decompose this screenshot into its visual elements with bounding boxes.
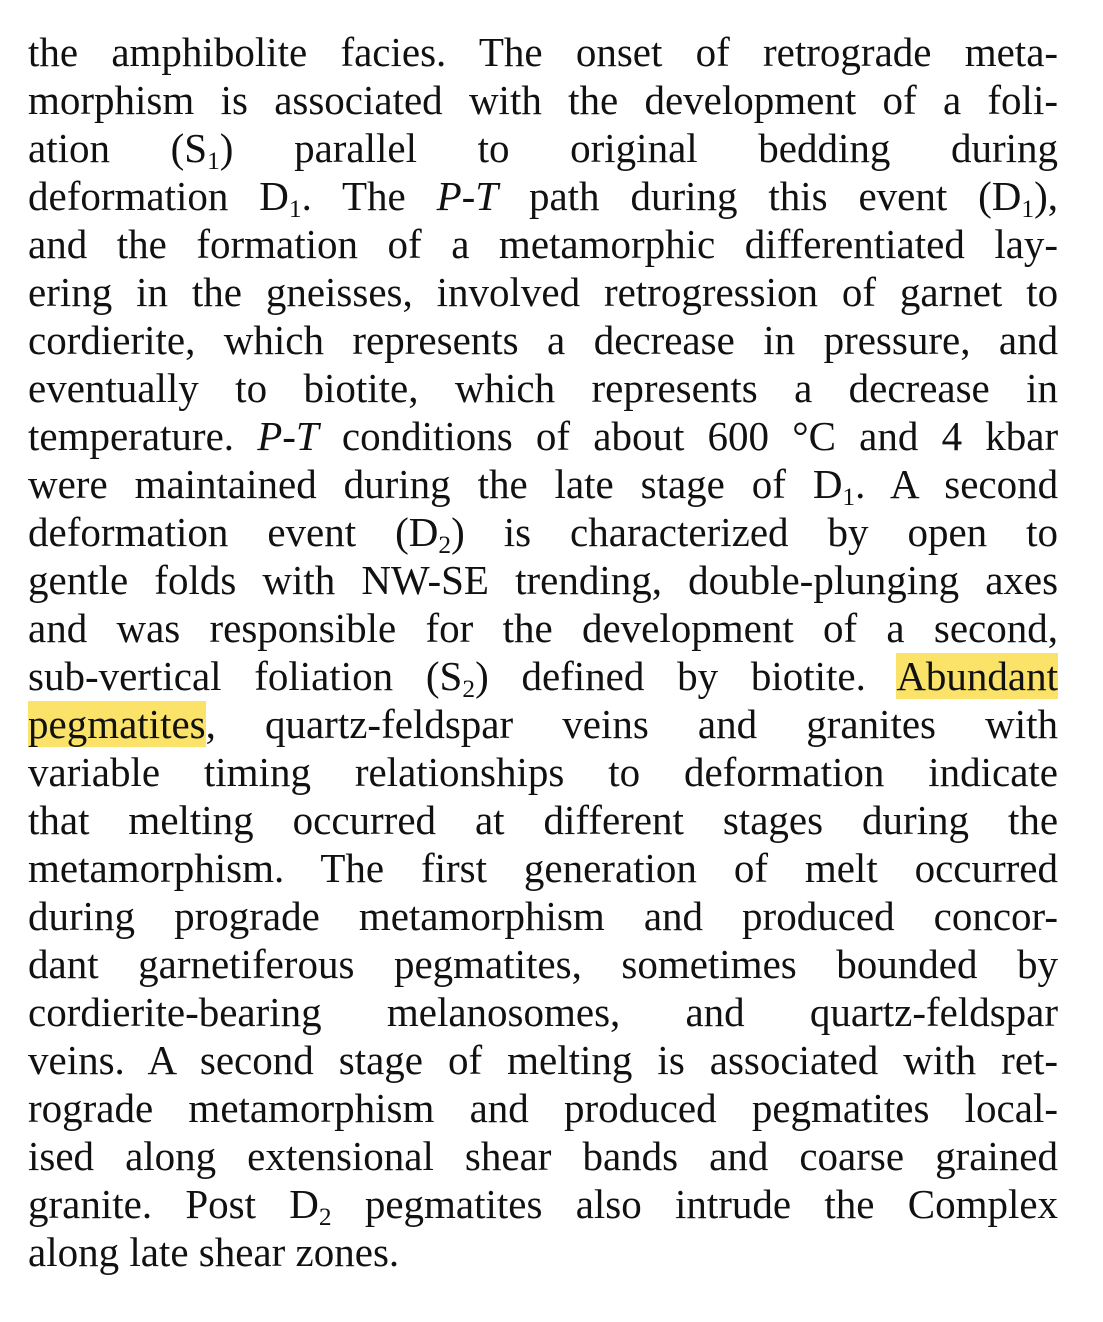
text-word: to [1026,509,1058,555]
text-word: the [568,77,619,123]
text-word: biotite. [750,653,866,699]
text-word: concor- [933,893,1058,939]
document-page [28,28,1058,1276]
text-word: was [116,605,181,651]
text-word: this [768,173,828,219]
text-word: that [28,797,90,843]
text-word: ation [28,125,110,171]
text-word: about [593,413,685,459]
text-word: veins. [28,1037,125,1083]
text-word: along [28,1229,120,1275]
text-word: in [763,317,796,363]
text-word: in [136,269,169,315]
text-word: quartz-feldspar [809,989,1058,1035]
text-word: which [454,365,556,411]
text-word: melting [128,797,254,843]
subscript: 1 [1021,195,1035,220]
text-word: A [890,461,918,507]
text-word: by [827,509,869,555]
text-word: melanosomes, [386,989,621,1035]
text-word: of [751,461,786,507]
text-word: of [841,269,877,315]
text-word: ised [28,1133,95,1179]
text-word: pressure, [823,317,971,363]
text-word: which [223,317,324,363]
text-word: the [502,605,553,651]
text-word: and [28,605,88,651]
text-word: to [1026,269,1058,315]
text-word: double-plunging [688,557,960,603]
text-word: the [824,1181,875,1227]
text-word: veins [562,701,649,747]
text-word: and [28,221,88,267]
text-word: open [907,509,988,555]
text-word: 4 [941,413,963,459]
text-line [28,1180,1058,1228]
text-word: occurred [292,797,437,843]
highlighted-text: pegmatites [28,701,206,747]
subscript: 1 [207,147,220,172]
subscript: 1 [842,483,856,508]
text-word: and [643,893,704,939]
text-line [28,1084,1058,1132]
text-word: ering [28,269,113,315]
text-word: is [657,1037,685,1083]
text-word: occurred [914,845,1058,891]
text-word: variable [28,749,161,795]
text-word: the [28,29,79,75]
text-word: gneisses, [265,269,413,315]
text-word: Complex [907,1181,1058,1227]
text-word: facies. [340,29,447,75]
text-word: (D [978,173,1022,219]
text-word: associated [274,77,443,123]
text-line [28,124,1058,172]
text-word: during [951,125,1058,171]
text-word: a [794,365,813,411]
text-word: formation [196,221,359,267]
text-word: (D [395,509,439,555]
text-word: first [420,845,488,891]
text-line [28,700,1058,748]
text-word: of [535,413,571,459]
text-word: during [28,893,136,939]
text-line [28,940,1058,988]
text-word: timing [203,749,311,795]
text-word: folds [154,557,237,603]
highlighted-text: Abundant [896,653,1058,699]
text-word: of [695,29,730,75]
text-word: the [191,269,242,315]
text-word: axes [985,557,1058,603]
text-line [28,268,1058,316]
text-word: bedding [758,125,891,171]
text-word: a [942,77,962,123]
text-word: deformation [28,173,229,219]
text-word: ), [1034,173,1058,219]
text-word: stages [722,797,824,843]
text-word: D [259,173,289,219]
text-line [28,220,1058,268]
text-word: 600 [707,413,770,459]
text-word: development [644,77,857,123]
text-word: development [581,605,794,651]
text-word: is [503,509,532,555]
text-word: The [341,173,406,219]
text-word: stage [640,461,725,507]
text-word: morphism [28,77,195,123]
text-word: cordierite-bearing [28,989,322,1035]
text-word: decrease [593,317,735,363]
text-word: produced [564,1085,717,1131]
text-word: and [709,1133,769,1179]
text-word: coarse [799,1133,905,1179]
text-word: pegmatites [751,1085,930,1131]
text-word: with [262,557,336,603]
text-word: event [267,509,357,555]
text-word: foliation [254,653,394,699]
text-word: responsible [209,605,397,651]
text-word: Post [185,1181,256,1227]
text-word: shear [198,1229,286,1275]
text-word: trending, [515,557,662,603]
text-line [28,748,1058,796]
text-word: with [903,1037,977,1083]
text-word: by [1017,941,1058,987]
italic-term: P-T [436,173,499,219]
text-word: (S [170,125,208,171]
text-word: with [468,77,542,123]
text-word: at [474,797,505,843]
text-word: local- [964,1085,1058,1131]
text-word: path [528,173,600,219]
text-word: amphibolite [111,29,308,75]
text-word: . [301,173,312,219]
text-word: of [823,605,858,651]
text-word: and [859,413,919,459]
text-word: event [858,173,948,219]
text-word: were [28,461,108,507]
text-word: of [733,845,768,891]
text-word: to [235,365,268,411]
text-word: retrogression [603,269,818,315]
text-word: cordierite, [28,317,196,363]
text-word: and [697,701,758,747]
text-word: garnetiferous [138,941,355,987]
text-word: a [886,605,905,651]
text-word: melting [507,1037,633,1083]
text-word: characterized [570,509,789,555]
text-word: and [469,1085,529,1131]
text-word: involved [436,269,581,315]
text-word: represents [352,317,519,363]
subscript: 2 [438,531,452,556]
text-word: conditions [341,413,513,459]
text-word: of [882,77,917,123]
text-word: with [985,701,1058,747]
text-word: ) [475,653,489,699]
text-line [28,508,1058,556]
text-word: , [205,701,216,747]
text-line [28,892,1058,940]
text-word: prograde [174,893,320,939]
text-word: eventually [28,365,199,411]
text-word: during [861,797,970,843]
body-paragraph [28,28,1058,1276]
text-word: NW-SE [361,557,489,603]
text-word: granite. [28,1181,153,1227]
text-word: ) [451,509,465,555]
text-line [28,172,1058,220]
text-word: foli- [987,77,1058,123]
text-word: a [547,317,566,363]
text-word: A [147,1037,175,1083]
text-word: a [451,221,470,267]
text-word: decrease [848,365,990,411]
text-word: biotite, [303,365,419,411]
text-word: to [477,125,510,171]
text-word: °C [792,413,836,459]
text-word: lay- [994,221,1058,267]
text-word: retrograde [763,29,932,75]
text-word: late [554,461,614,507]
text-word: the [1007,797,1058,843]
text-word: zones. [295,1229,400,1275]
text-line [28,844,1058,892]
subscript: 1 [288,195,302,220]
text-word: late [129,1229,189,1275]
subscript: 2 [462,675,476,700]
text-line [28,412,1058,460]
italic-term: P-T [257,413,319,459]
text-line [28,796,1058,844]
text-word: melt [804,845,878,891]
text-word: and [998,317,1058,363]
text-word: in [1026,365,1058,411]
text-word: original [570,125,698,171]
text-word: ) [219,125,234,171]
text-word: second [944,461,1058,507]
text-word: generation [523,845,697,891]
text-word: shear [464,1133,552,1179]
text-word: temperature. [28,413,235,459]
text-word: metamorphic [498,221,716,267]
text-line [28,556,1058,604]
text-word: to [608,749,641,795]
text-word: produced [742,893,895,939]
text-word: kbar [985,413,1058,459]
text-word: bounded [836,941,978,987]
text-word: onset [575,29,663,75]
text-word: bands [582,1133,679,1179]
text-line [28,988,1058,1036]
text-line [28,364,1058,412]
text-word: metamorphism. [28,845,285,891]
text-word: D [812,461,843,507]
text-word: . [855,461,866,507]
text-word: dant [28,941,99,987]
text-word: maintained [134,461,317,507]
text-word: sub-vertical [28,653,222,699]
text-word: sometimes [621,941,797,987]
text-word: gentle [28,557,129,603]
text-word: garnet [899,269,1003,315]
text-word: metamorphism [188,1085,435,1131]
text-word: during [343,461,451,507]
text-word: The [478,29,543,75]
text-word: rograde [28,1085,154,1131]
text-word: stage [338,1037,423,1083]
text-word: grained [935,1133,1058,1179]
text-word: deformation [683,749,885,795]
text-line [28,28,1058,76]
text-word: also [575,1181,642,1227]
text-word: deformation [28,509,229,555]
text-line [28,316,1058,364]
text-line [28,460,1058,508]
text-word: ret- [1001,1037,1058,1083]
text-word: second [199,1037,314,1083]
text-line [28,652,1058,700]
text-word: The [320,845,385,891]
text-word: the [477,461,528,507]
text-word: of [448,1037,483,1083]
text-word: (S [425,653,463,699]
text-line [28,604,1058,652]
text-word: pegmatites, [393,941,582,987]
text-word: during [630,173,738,219]
text-word: relationships [354,749,565,795]
text-word: parallel [294,125,417,171]
text-word: quartz-feldspar [264,701,514,747]
text-word: different [543,797,684,843]
text-word: defined [521,653,645,699]
text-line [28,1036,1058,1084]
text-word: along [125,1133,217,1179]
text-word: intrude [674,1181,792,1227]
text-word: and [685,989,745,1035]
text-word: meta- [964,29,1058,75]
text-word: is [220,77,248,123]
text-word: second, [933,605,1058,651]
subscript: 2 [318,1203,332,1228]
text-word: indicate [928,749,1058,795]
text-word: extensional [247,1133,434,1179]
text-word: metamorphism [358,893,605,939]
text-word: associated [709,1037,879,1083]
text-line [28,1132,1058,1180]
text-word: represents [591,365,758,411]
text-word: for [425,605,474,651]
text-word: differentiated [744,221,965,267]
text-word: D [289,1181,319,1227]
text-word: the [116,221,167,267]
text-word: pegmatites [364,1181,543,1227]
text-word: granites [806,701,937,747]
text-word: of [387,221,422,267]
text-line [28,76,1058,124]
text-line [28,1228,1058,1276]
text-word: by [677,653,719,699]
